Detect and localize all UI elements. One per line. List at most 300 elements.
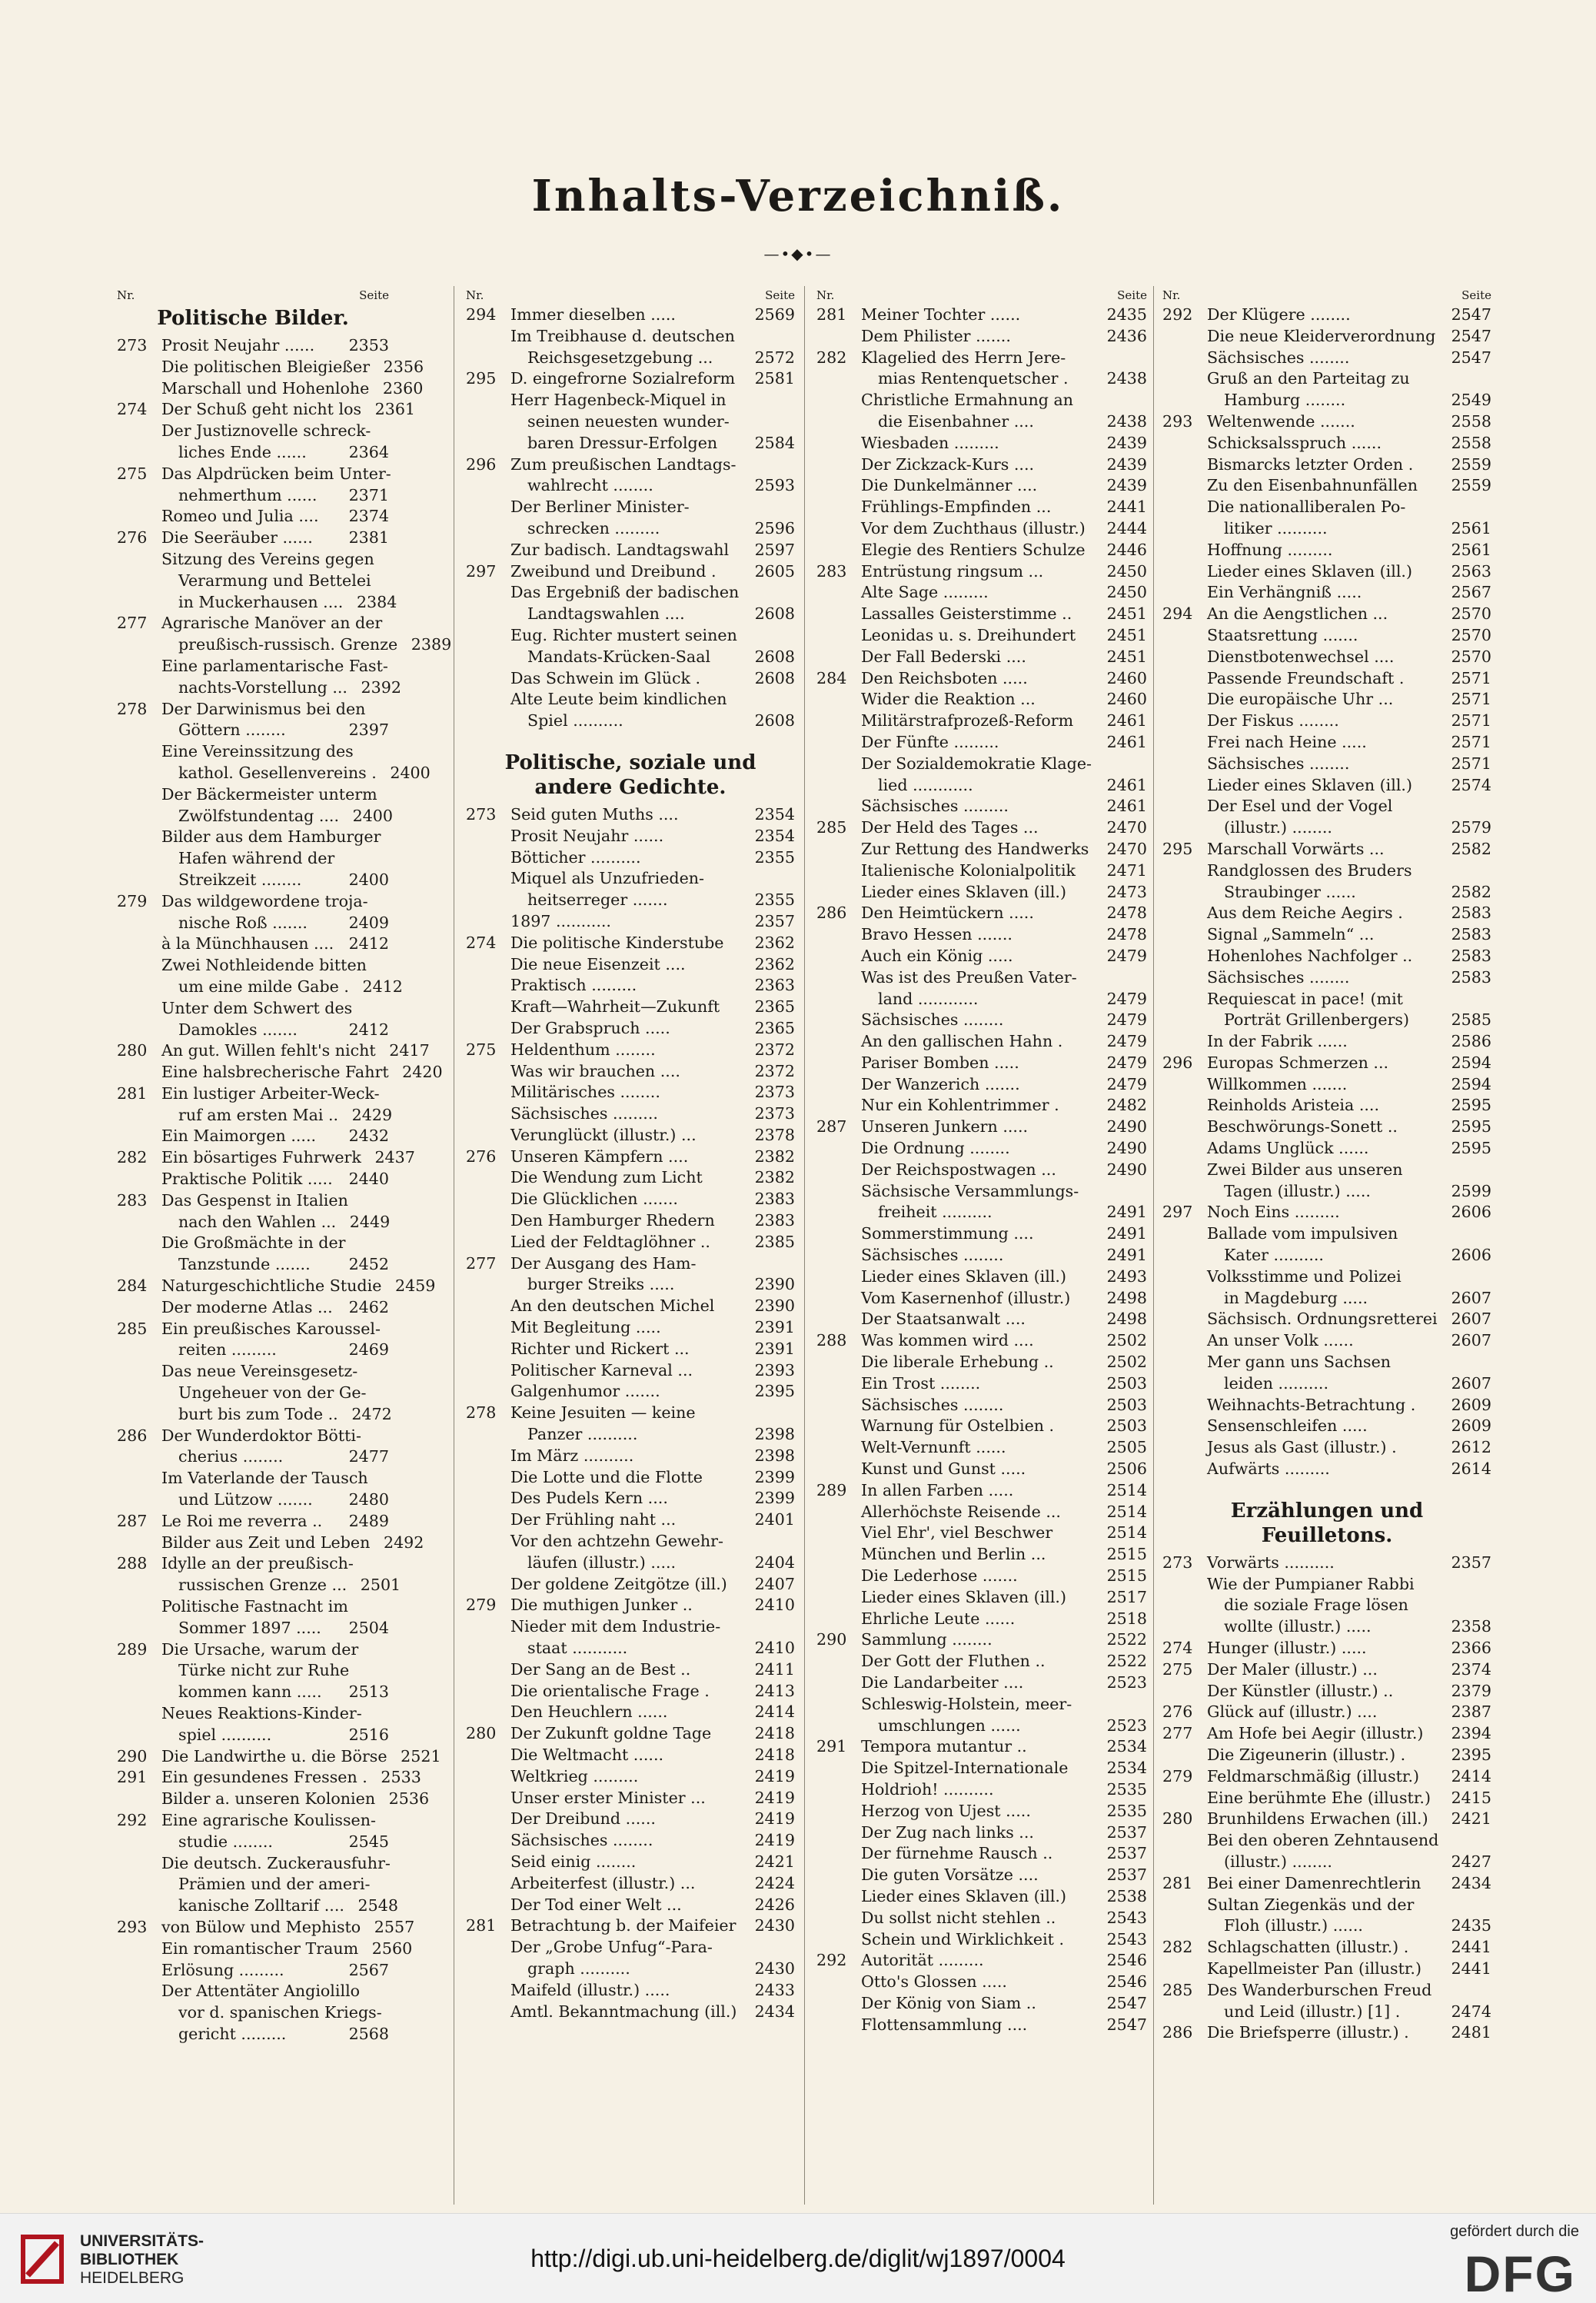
entry-title: Bravo Hessen ....... xyxy=(861,925,1012,944)
page-number: 2491 xyxy=(1106,1203,1147,1222)
entry-title: Viel Ehr', viel Beschwer xyxy=(861,1523,1053,1543)
toc-entry xyxy=(117,1575,401,1596)
page-number: 2440 xyxy=(348,1170,389,1189)
toc-entry xyxy=(1162,732,1491,754)
entry-title: Amtl. Bekanntmachung (ill.) xyxy=(510,2002,737,2021)
entry-title: Welt-Vernunft ...... xyxy=(861,1438,1006,1457)
section-spacer xyxy=(466,732,795,749)
toc-entry xyxy=(466,1873,795,1895)
entry-title: Bismarcks letzter Orden . xyxy=(1207,454,1414,474)
page-number: 2361 xyxy=(374,400,416,419)
page-number: 2533 xyxy=(381,1768,421,1787)
issue-number: 293 xyxy=(117,1917,148,1936)
toc-entry xyxy=(466,518,795,540)
toc-entry xyxy=(117,378,424,400)
page-number: 2501 xyxy=(360,1576,401,1595)
entry-title: wahlrecht ........ xyxy=(527,476,653,495)
issue-number: 274 xyxy=(466,933,497,952)
page-number: 2572 xyxy=(754,348,795,367)
toc-entry xyxy=(1162,839,1491,860)
page-number: 2608 xyxy=(754,711,795,731)
nr-header: Nr. xyxy=(117,288,135,302)
toc-entry xyxy=(117,335,389,357)
toc-entry xyxy=(1162,647,1491,668)
page-number: 2571 xyxy=(1451,711,1491,731)
page-number: 2570 xyxy=(1451,604,1491,624)
toc-entry xyxy=(1162,1288,1491,1310)
entry-title: Die Spitzel-Internationale xyxy=(861,1759,1069,1778)
toc-entry xyxy=(117,1404,392,1426)
toc-entry xyxy=(117,1895,398,1917)
toc-entry xyxy=(466,890,795,911)
toc-entry xyxy=(117,1297,389,1319)
toc-entry xyxy=(1162,1266,1491,1288)
entry-title: Des Wanderburschen Freud xyxy=(1207,1980,1432,1999)
page-number: 2366 xyxy=(1451,1639,1491,1658)
page-number: 2358 xyxy=(1451,1617,1491,1636)
toc-entry xyxy=(1162,1437,1491,1459)
toc-entry xyxy=(1162,454,1491,476)
entry-title: Was ist des Preußen Vater- xyxy=(861,967,1077,987)
page-number: 2515 xyxy=(1106,1566,1147,1586)
entry-title: Aus dem Reiche Aegirs . xyxy=(1207,904,1403,923)
entry-title: Nieder mit dem Industrie- xyxy=(510,1617,721,1636)
entry-title: und Leid (illustr.) [1] . xyxy=(1224,2002,1401,2021)
entry-title: Verunglückt (illustr.) ... xyxy=(510,1125,697,1144)
entry-title: Vom Kasernenhof (illustr.) xyxy=(861,1288,1071,1307)
issue-number: 277 xyxy=(117,614,148,633)
toc-entry xyxy=(466,2002,795,2023)
page-number: 2418 xyxy=(754,1724,795,1743)
issue-number: 281 xyxy=(117,1083,148,1103)
toc-entry xyxy=(117,1596,389,1618)
page-number: 2419 xyxy=(754,1831,795,1850)
entry-title: Die Ursache, warum der xyxy=(161,1639,359,1659)
entry-title: Schicksalsspruch ...... xyxy=(1207,433,1382,452)
entry-title: Der „Grobe Unfug“-Para- xyxy=(510,1938,713,1957)
toc-entry xyxy=(816,1330,1147,1352)
page-number: 2418 xyxy=(754,1746,795,1764)
page-number: 2411 xyxy=(754,1659,795,1679)
entry-title: Mit Begleitung ..... xyxy=(510,1318,661,1337)
page-number: 2490 xyxy=(1106,1160,1147,1179)
entry-title: Unter dem Schwert des xyxy=(161,998,353,1017)
entry-title: Die Ordnung ........ xyxy=(861,1139,1010,1158)
toc-entry xyxy=(117,1981,389,2002)
toc-entry xyxy=(816,1309,1147,1330)
issue-number: 290 xyxy=(117,1746,148,1766)
entry-title: Sächsisches ......... xyxy=(861,797,1009,816)
page-number: 2444 xyxy=(1106,518,1147,537)
toc-entry xyxy=(117,1468,389,1489)
entry-title: Was wir brauchen .... xyxy=(510,1061,680,1080)
entry-title: Maifeld (illustr.) ..... xyxy=(510,1980,670,1999)
toc-entry xyxy=(816,1993,1147,2015)
entry-title: Mer gann uns Sachsen xyxy=(1207,1353,1392,1372)
toc-entry xyxy=(1162,1702,1491,1723)
page-number: 2439 xyxy=(1106,433,1147,452)
toc-entry xyxy=(466,1424,795,1446)
page-number: 2504 xyxy=(348,1618,389,1637)
toc-entry xyxy=(117,763,431,784)
entry-title: Lieder eines Sklaven (ill.) xyxy=(861,1886,1067,1905)
entry-title: Seid guten Muths .... xyxy=(510,804,679,824)
toc-entry xyxy=(816,305,1147,326)
entry-title: Ein bösartiges Fuhrwerk xyxy=(161,1148,361,1167)
issue-number: 294 xyxy=(1162,604,1193,624)
page-number: 2543 xyxy=(1106,1929,1147,1949)
entry-title: Entrüstung ringsum ... xyxy=(861,561,1044,581)
entry-title: Ein Verhängniß ..... xyxy=(1207,583,1362,602)
toc-entry xyxy=(466,1509,795,1531)
entry-title: Feldmarschmäßig (illustr.) xyxy=(1207,1766,1420,1785)
entry-title: Die Zigeunerin (illustr.) . xyxy=(1207,1746,1406,1764)
toc-entry xyxy=(117,1446,389,1468)
page-number: 2583 xyxy=(1451,946,1491,965)
entry-title: Vor dem Zuchthaus (illustr.) xyxy=(861,518,1086,537)
issue-number: 279 xyxy=(117,891,148,910)
entry-title: lied ............ xyxy=(878,775,973,794)
toc-entry xyxy=(466,1018,795,1040)
entry-title: preußisch-russisch. Grenze xyxy=(178,635,398,654)
toc-entry xyxy=(1162,1202,1491,1223)
entry-title: Eine agrarische Koulissen- xyxy=(161,1810,376,1829)
seite-header: Seite xyxy=(1117,288,1147,302)
entry-title: Im Treibhause d. deutschen xyxy=(510,326,735,345)
page-number: 2582 xyxy=(1451,839,1491,858)
page-number: 2381 xyxy=(348,528,389,547)
toc-entry xyxy=(1162,946,1491,967)
page-number: 2357 xyxy=(1451,1553,1491,1572)
entry-title: Marschall Vorwärts ... xyxy=(1207,839,1385,858)
toc-entry xyxy=(816,326,1147,348)
toc-entry xyxy=(1162,1766,1491,1788)
toc-entry xyxy=(466,911,795,933)
entry-title: nehmerthum ...... xyxy=(178,485,318,504)
entry-title: Kunst und Gunst ..... xyxy=(861,1459,1026,1479)
entry-title: Der Maler (illustr.) ... xyxy=(1207,1659,1378,1679)
entry-title: Eine parlamentarische Fast- xyxy=(161,656,388,675)
entry-title: Italienische Kolonialpolitik xyxy=(861,860,1076,880)
entry-title: Requiescat in pace! (mit xyxy=(1207,989,1403,1008)
toc-entry xyxy=(816,754,1147,775)
page-number: 2595 xyxy=(1451,1117,1491,1137)
entry-title: in Magdeburg ..... xyxy=(1224,1288,1368,1307)
issue-number: 278 xyxy=(117,699,148,718)
toc-entry xyxy=(466,1189,795,1210)
toc-entry xyxy=(117,1340,389,1361)
entry-title: Eug. Richter mustert seinen xyxy=(510,625,737,644)
entry-title: Die guten Vorsätze .... xyxy=(861,1865,1039,1885)
toc-entry xyxy=(1162,1959,1491,1980)
page-number: 2383 xyxy=(754,1211,795,1230)
toc-entry xyxy=(816,625,1147,647)
nr-header: Nr. xyxy=(466,288,484,302)
entry-title: Ein lustiger Arbeiter-Weck- xyxy=(161,1083,380,1103)
seite-header: Seite xyxy=(1461,288,1491,302)
entry-title: Wie der Pumpianer Rabbi xyxy=(1207,1574,1415,1593)
toc-entry xyxy=(466,1788,795,1809)
page-number: 2478 xyxy=(1106,904,1147,923)
entry-title: Sammlung ........ xyxy=(861,1630,993,1649)
entry-title: Die Seeräuber ...... xyxy=(161,528,313,547)
entry-title: Streikzeit ........ xyxy=(178,870,302,889)
toc-entry xyxy=(466,390,795,411)
page-number: 2502 xyxy=(1106,1353,1147,1372)
toc-entry xyxy=(816,411,1147,433)
page-number: 2391 xyxy=(754,1339,795,1358)
issue-number: 281 xyxy=(1162,1873,1193,1892)
entry-title: kommen kann ..... xyxy=(178,1682,322,1702)
entry-title: cherius ........ xyxy=(178,1447,284,1466)
page-number: 2521 xyxy=(401,1746,441,1766)
page-number: 2355 xyxy=(754,890,795,910)
entry-title: Auch ein König ..... xyxy=(861,946,1013,965)
page-number: 2479 xyxy=(1106,1053,1147,1072)
toc-entry xyxy=(466,1339,795,1360)
toc-entry xyxy=(816,1758,1147,1779)
page-number: 2451 xyxy=(1106,604,1147,624)
issue-number: 286 xyxy=(1162,2023,1193,2042)
toc-entry xyxy=(1162,1574,1491,1596)
toc-entry xyxy=(117,870,389,891)
library-line-1: UNIVERSITÄTS- xyxy=(80,2232,204,2250)
entry-title: Der Sozialdemokratie Klage- xyxy=(861,754,1092,773)
entry-title: litiker .......... xyxy=(1224,518,1328,537)
entry-title: Ehrliche Leute ...... xyxy=(861,1609,1016,1628)
toc-entry xyxy=(466,1959,795,1980)
page-number: 2479 xyxy=(1106,946,1147,965)
toc-entry xyxy=(117,977,403,998)
toc-entry xyxy=(117,1040,430,1062)
page-number: 2395 xyxy=(1451,1746,1491,1764)
toc-entry xyxy=(1162,540,1491,561)
entry-title: Heldenthum ........ xyxy=(510,1040,656,1059)
entry-title: ruf am ersten Mai .. xyxy=(178,1105,339,1124)
toc-entry xyxy=(816,946,1147,967)
toc-entry xyxy=(466,1937,795,1959)
nr-header: Nr. xyxy=(816,288,835,302)
toc-entry xyxy=(816,518,1147,540)
page-number: 2535 xyxy=(1106,1801,1147,1820)
page-number: 2410 xyxy=(754,1596,795,1615)
entry-title: Herzog von Ujest ..... xyxy=(861,1801,1031,1820)
page-number: 2387 xyxy=(1451,1702,1491,1722)
toc-entry xyxy=(466,1852,795,1873)
entry-title: Galgenhumor ....... xyxy=(510,1382,660,1401)
toc-entry xyxy=(466,625,795,647)
entry-title: Kater .......... xyxy=(1224,1246,1324,1265)
toc-entry xyxy=(466,1595,795,1616)
page-number: 2362 xyxy=(754,954,795,973)
page-number: 2471 xyxy=(1106,860,1147,880)
page-number: 2612 xyxy=(1451,1438,1491,1457)
toc-entry xyxy=(117,1533,424,1554)
toc-entry xyxy=(1162,2022,1491,2044)
toc-entry xyxy=(1162,668,1491,690)
issue-number: 284 xyxy=(816,668,847,687)
toc-entry xyxy=(117,827,389,848)
page-number: 2558 xyxy=(1451,433,1491,452)
nr-header: Nr. xyxy=(1162,288,1181,302)
entry-title: Die nationalliberalen Po- xyxy=(1207,498,1406,517)
toc-entry xyxy=(117,1126,389,1147)
issue-number: 294 xyxy=(466,305,497,324)
page-number: 2451 xyxy=(1106,625,1147,644)
entry-title: Die Lederhose ....... xyxy=(861,1566,1018,1586)
entry-title: Die Landwirthe u. die Börse xyxy=(161,1746,387,1766)
toc-entry xyxy=(117,998,389,1020)
toc-entry xyxy=(1162,1053,1491,1074)
toc-entry xyxy=(466,647,795,668)
entry-title: Die Weltmacht ...... xyxy=(510,1746,664,1764)
permalink-url[interactable]: http://digi.ub.uni-heidelberg.de/diglit/wj1897/0004 xyxy=(530,2245,1066,2272)
toc-entry xyxy=(117,677,401,699)
entry-title: Warnung für Ostelbien . xyxy=(861,1416,1055,1436)
entry-title: Politische Fastnacht im xyxy=(161,1597,348,1616)
page-number: 2390 xyxy=(754,1275,795,1294)
toc-entry xyxy=(466,1147,795,1168)
page-number: 2498 xyxy=(1106,1288,1147,1307)
toc-entry xyxy=(816,1074,1147,1096)
toc-entry xyxy=(816,839,1147,860)
entry-title: Leonidas u. s. Dreihundert xyxy=(861,625,1076,644)
page-number: 2427 xyxy=(1451,1852,1491,1871)
entry-title: Frei nach Heine ..... xyxy=(1207,732,1367,751)
entry-title: Sächsisches ........ xyxy=(1207,967,1350,987)
issue-number: 288 xyxy=(117,1554,148,1573)
page-number: 2364 xyxy=(348,442,389,461)
toc-entry xyxy=(466,689,795,711)
toc-entry xyxy=(816,390,1147,411)
issue-number: 292 xyxy=(816,1951,847,1970)
entry-title: Straubinger ...... xyxy=(1224,882,1356,901)
toc-entry xyxy=(466,1296,795,1317)
entry-title: nach den Wahlen ... xyxy=(178,1212,337,1231)
entry-title: Sächsisches ........ xyxy=(1207,754,1350,773)
entry-title: Neues Reaktions-Kinder- xyxy=(161,1704,362,1722)
toc-entry xyxy=(816,1929,1147,1951)
toc-entry xyxy=(1162,775,1491,797)
page-number: 2570 xyxy=(1451,647,1491,666)
toc-entry xyxy=(816,1672,1147,1694)
page-number: 2548 xyxy=(357,1896,398,1915)
toc-entry xyxy=(816,1245,1147,1266)
page-number: 2441 xyxy=(1451,1959,1491,1978)
page-number: 2441 xyxy=(1106,498,1147,517)
toc-entry xyxy=(466,826,795,847)
toc-entry xyxy=(466,348,795,369)
entry-title: Prosit Neujahr ...... xyxy=(161,336,315,354)
toc-entry xyxy=(466,1125,795,1147)
issue-number: 284 xyxy=(117,1276,148,1296)
entry-title: Das wildgewordene troja- xyxy=(161,891,368,910)
column-header xyxy=(1162,286,1491,305)
page-number: 2546 xyxy=(1106,1951,1147,1970)
entry-title: Die muthigen Junker .. xyxy=(510,1596,693,1615)
toc-entry xyxy=(117,464,389,485)
entry-title: Der Zug nach links ... xyxy=(861,1822,1034,1842)
entry-title: Der Sang an de Best .. xyxy=(510,1659,691,1679)
page-number: 2583 xyxy=(1451,925,1491,944)
page-number: 2607 xyxy=(1451,1288,1491,1307)
entry-title: wollte (illustr.) ..... xyxy=(1224,1617,1372,1636)
entry-title: Zwei Bilder aus unseren xyxy=(1207,1160,1403,1179)
entry-title: Arbeiterfest (illustr.) ... xyxy=(510,1873,696,1892)
page-number: 2516 xyxy=(348,1725,389,1744)
page-number: 2383 xyxy=(754,1190,795,1209)
toc-entry xyxy=(816,1843,1147,1865)
page-number: 2582 xyxy=(1451,882,1491,901)
entry-title: Göttern ........ xyxy=(178,721,286,740)
entry-title: Idylle an der preußisch- xyxy=(161,1554,354,1573)
page-number: 2583 xyxy=(1451,967,1491,987)
page-number: 2424 xyxy=(754,1873,795,1892)
entry-title: Willkommen ....... xyxy=(1207,1074,1348,1093)
toc-entry xyxy=(1162,368,1491,390)
entry-title: Der Schuß geht nicht los xyxy=(161,400,362,419)
toc-entry xyxy=(117,1254,389,1276)
page-number: 2437 xyxy=(374,1148,415,1167)
toc-entry xyxy=(117,1725,389,1746)
toc-entry xyxy=(816,1160,1147,1181)
toc-entry xyxy=(466,1766,795,1788)
page-number: 2399 xyxy=(754,1489,795,1508)
page-number: 2567 xyxy=(348,1960,389,1979)
issue-number: 280 xyxy=(117,1041,148,1060)
page-number: 2586 xyxy=(1451,1032,1491,1051)
entry-title: baren Dressur-Erfolgen xyxy=(527,433,718,452)
issue-number: 289 xyxy=(816,1480,847,1499)
entry-title: um eine milde Gabe . xyxy=(178,977,349,996)
page-number: 2438 xyxy=(1106,369,1147,388)
toc-entry xyxy=(117,784,389,806)
page-number: 2570 xyxy=(1451,625,1491,644)
entry-title: Randglossen des Bruders xyxy=(1207,860,1412,880)
toc-entry xyxy=(117,699,389,721)
entry-title: Die neue Eisenzeit .... xyxy=(510,954,686,973)
toc-entry xyxy=(117,1361,389,1383)
page-number: 2608 xyxy=(754,647,795,666)
toc-entry xyxy=(1162,561,1491,583)
page-number: 2594 xyxy=(1451,1074,1491,1093)
entry-title: Der moderne Atlas ... xyxy=(161,1297,333,1316)
issue-number: 295 xyxy=(1162,839,1193,858)
toc-entry xyxy=(816,475,1147,497)
entry-title: D. eingefrorne Sozialreform xyxy=(510,369,736,388)
seite-header: Seite xyxy=(359,288,389,302)
issue-number: 286 xyxy=(117,1426,148,1445)
entry-title: Agrarische Manöver an der xyxy=(161,614,383,633)
page-number: 2365 xyxy=(754,1018,795,1037)
toc-entry xyxy=(466,1895,795,1916)
entry-title: Gruß an den Parteitag zu xyxy=(1207,369,1410,388)
toc-entry xyxy=(117,1853,389,1875)
toc-entry xyxy=(816,1010,1147,1031)
entry-title: Christliche Ermahnung an xyxy=(861,391,1074,410)
entry-title: Spiel .......... xyxy=(527,711,623,731)
entry-title: Die Landarbeiter .... xyxy=(861,1673,1024,1692)
page-number: 2491 xyxy=(1106,1246,1147,1265)
toc-entry xyxy=(117,1703,389,1725)
issue-number: 283 xyxy=(117,1190,148,1210)
entry-title: Naturgeschichtliche Studie xyxy=(161,1276,382,1296)
toc-entry xyxy=(1162,1074,1491,1096)
page-number: 2546 xyxy=(1106,1972,1147,1992)
page-number: 2473 xyxy=(1106,882,1147,901)
entry-title: Wiesbaden ......... xyxy=(861,433,999,452)
page-number: 2420 xyxy=(402,1063,443,1082)
